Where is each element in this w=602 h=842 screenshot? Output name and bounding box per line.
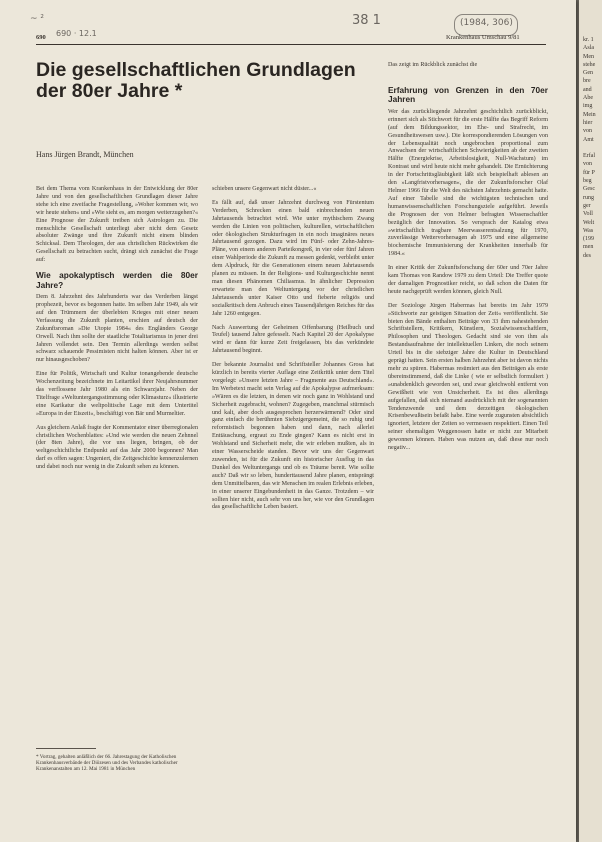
adjacent-page-text: kr. 1 Asla Men stehe Gen bre and Abe img Mein hier von Amt Erfal von für P beg Gesc rung ger Voll Welt Was (199 men des (583, 37, 596, 259)
paragraph: Das zeigt im Rückblick zunächst die (388, 62, 478, 68)
paragraph: schieben unsere Gegenwart nicht düster...« (212, 186, 317, 192)
article-title: Die gesellschaftlichen Grundlagen der 80er Jahre * (36, 59, 356, 102)
paragraph: In einer Kritik der Zukunftsforschung der 60er und 70er Jahre kam Thomas von Randow 1979 zu dem Urteil: Die Treffer quote der damaligen Prognostiker reicht, so daß schon die Daten für heute nachgeprüft werden können, gleich Null. (388, 265, 548, 295)
handwritten-reference: (1984, 306) (460, 18, 513, 28)
paragraph: Aus gleichem Anlaß fragte der Kommentator einer überregionalen christlichen Wochenblattes: »Und wie werden die neuen Zehnnel (der 8ten Jahre), die vor uns liegen, bringen, ob der weltgeschichtliche Endpunkt auf das Jahr 2000 begonnen? Man darf es offen sagen: Ungeniert, die Zeitgeschichte kennenzulernen und dabei noch nur wenig in die Zukunft sehen zu können. (36, 424, 198, 471)
paragraph: Wer das zurückliegende Jahrzehnt geschichtlich zurückblickt, erinnert sich als Stichwort für die erste Hälfte das Begriff Reform (auf dem Bildungssektor, im Ehe- und Strafrecht, im Gesundheitswesen usw.). Die korrespondierenden Lösungen von der Lebensqualität noch ungebrochen proportional zum Anwachsen der wirtschaftlichen Schwierigkeiten ab der zweiten Hälfte (Energiekrise, Arbeitslosigkeit, Null-Wachstum) im Kontrast und wird heute nicht mehr gehandelt. Die Ernüchterung in der Fortschrittsgläubigkeit läßt sich beispielhaft ablesen an den »Langfristvorhersagen«, die der Zukunftsforscher Olaf Helmer 1966 für die Welt des nächsten Jahrzehnts gemacht hatte. Auf einer Tabelle sind die wichtigsten technischen und humanwissenschaftlichen Forschungsziele aufgeführt. Jeweils die Prognosen der von Helmer befragten Wissenschaftler bezüglich der Innovation. So versprach der Katalog etwa »wirtschaftlich tragbare Meerwasserentsalzung für 1970, zuverlässige Wettervorhersagen ab 1975 und eine allgemeine biochemische Immunisierung der Krankheiten innerhalb für 1984.« (388, 108, 548, 258)
handwritten-page-ref: 690 · 12.1 (56, 29, 97, 38)
paragraph: Bei dem Thema vom Krankenhaus in der Entwicklung der 80er Jahre und von den gesellschaftlichen Grundlagen dieser Jahre stehe ich eine zweifache Fragestellung, »Woher kommen wir, wo wir heute stehen« und »Wie sieht es, am morgen weiterzugehen?« Eine Prognose der Zukunft treiben sich Astrologen zu. Die menschliche Gesellschaft unterliegt aber nicht dem Gesetz absoluter Zwänge und ihre Zukunft nicht einem blinden Schicksal. Dem Theologen, der aus christlichen Rückwirken die Gesellschaft zu betrachten sucht, drängt sich zunächst die Frage auf: (36, 186, 198, 264)
paragraph: Der Soziologe Jürgen Habermas hat bereits im Jahr 1979 »Stichworte zur geistigen Situation der Zeit« veröffentlicht. Sie bieten den Bände enthalten Beiträge von 33 ihm nahestehenden Schriftstellern, Kritikern, Künstlern, Sozialwissenschaftlern, Philosophen und Theologen. Gedacht sind sie von ihm als Bestandsaufnahme der intellektuellen Linken, die noch seinem Urteil bis in die siebziger Jahre die Kultur in Deutschland geprägt hatten. Sein ersten halben Jahrzehnt aber ist davon nichts mehr zu spüren. Habermas resümiert aus den Beiträgen als erste übereinstimmend, daß die Linke ( wie er selbstlich formuliert ) »unabdenklich geworden sei, und zwar gleichwohl entfernt von Gewißheit wie von Unsicherheit. Es ist dies allerdings aufgefallen, daß sich niemand ausdrücklich mit der sogenannten Tendenzwende und dem derzeitigen ökologischen Krisenbewußtsein befaßt habe. Eine werde zugunsten absichtlich ignoriert, letztere der Zeiten so vermessen respektiert. Einen Teil seiner ehemaligen Weggenossen hatte er nicht zur Mitarbeit gewonnen können. Haben was nutzen an, daß diese nur noch negativ... (388, 302, 548, 452)
column-3 (388, 62, 548, 459)
paragraph: Es fällt auf, daß unser Jahrzehnt durchweg von Fürstentum Verderben, Schrecken einen bald einbrechenden neuen Jahrtausends betrachtet wird. Wie unter mythischem Zwang werden die Linien von politischen, kulturellen, wirtschaftlichen oder ökologischen Strukturfragen in ein noch imaginäres neues Jahrtausend gezogen. Dazu wird im Fünf- oder Zehn-Jahres-Pläne, von einem anderen Parteikongreß, in vier oder fünf Jahren einer Wahlperiode die Zukunft zu messen gedenkt, verbleibt unter dem Alpdruck, für die Generationen einem neuen Jahrtausends planen zu müssen. In der Religions- und Kulturgeschichte nennt man diesen Phänomen Chiliasmus. In ähnlicher Depression erwartete man den Weltuntergang vor der christlichen Jahrtausends unter Kaiser Otto und fieberte religiös und sozialkritisch dem Anbruch eines Tausendjährigen Reiches für das Jahr 1260 entgegen. (212, 199, 374, 317)
handwritten-mark: ~ ² (30, 14, 45, 24)
footnote: * Vortrag, gehalten anläßlich der 66. Jahrestagung der Katholischen Krankenhausverbände der Diözesen und des Verbandes katholischer Krankenanstalten am 12. Mai 1981 in München (36, 754, 178, 773)
column-1 (36, 186, 198, 478)
paragraph: Eine für Politik, Wirtschaft und Kultur tonangebende deutsche Wochenzeitung bezeichnete im Leitartikel ihrer Neujahrsnummer das verflossene Jahr 1980 als ein Schwarzjahr. Neben der Titelfrage »Weltuntergangsstimmung oder Klimasturz« illustrierte eine Karikatur die weltpolitische Lage mit dem Untertitel »Europa in der Eiszeit«, beschäftigt von Bär und Murmeltier. (36, 371, 198, 417)
adjacent-page-edge (579, 0, 602, 842)
header-rule (36, 44, 546, 45)
footnote-rule (36, 748, 96, 749)
journal-name: Krankenhaus Umschau 9/81 (446, 34, 520, 41)
paragraph: Nach Auswertung der Geheimen Offenbarung (Heilbuch und Teufel) tausend Jahre gefesselt. Nach Kapitel 20 der Apokalypse wird er dann für kurze Zeit freigelassen, bis das verkündete Jahrtausend beginnt. (212, 324, 374, 355)
handwritten-number: 38 1 (352, 13, 381, 28)
article-author: Hans Jürgen Brandt, München (36, 150, 134, 159)
subheading: Wie apokalyptisch werden die 80er Jahre? (36, 270, 198, 290)
subheading: Erfahrung von Grenzen in den 70er Jahren (388, 84, 548, 105)
paragraph: Dem 8. Jahrzehnt des Jahrhunderts war das Verderben längst prophezeit, bevor es begonnen hatte. Im selben Jahr 1949, als wir auf den Trümmern der überlebten Krieges mit einer neuen Verfassung die Zukunft planten, erschien auf deutsch der Zukunftsroman »Die Utopie 1984« des Engländers George Orwell. Nach ihm sollte der staatliche Totalitarismus in jener drei Jahren vollendet sein. Den Termin allerdings werden selbst schwarz schauende Pessimisten nicht halten können. Aber ist er nur hinausgeschoben? (36, 294, 198, 364)
paragraph: Der bekannte Journalist und Schriftsteller Johannes Gross hat kürzlich in bereits vierter Auflage eine Zeitkritik unter dem Titel vorgelegt: »Unsere letzten Jahre – Fragmente aus Deutschland«. Im Werbetext macht sein Verlag auf die Apokalypse aufmerksam: »Wären es die letzten, in denen wir noch ganz in Wohlstand und Sicherheit zugebracht, wohnen? Zugegeben, manchmal stürmisch und kalt, aber doch ausgesprochen herzerwärmend? Oder sind ganz einfach die berühmten Siebzigergemeint, die so ruhig und reformistisch begonnen haben und dann, nach allerlei Enttäuschung, ergraut zu Ende gingen? Kann es nicht erst in Wohlstand und Sicherheit mehr, die wir erleben mußten, als in einer Wasserscheide standen. Bevor wir uns der Gegenwart zuwenden, ist für die Zukunft ein historischer Ausflug in das Dunkel des Weltuntergangs und ob es Träume bereit. Wie sollte auch? Daß wir so leben, hunderttausend Jahre planen, entsprängt dem Unmittelbaren, das wir Menschen im realen Erlebnis erleben, in einer unserer Eingebundenheit in das Ganze. Trotzdem – wir sollten hier nicht, auch sehr von uns her, wie vor den Grundlagen das gesellschaftliche Leben basiert. (212, 362, 374, 511)
column-2 (212, 186, 374, 518)
page-number: 690 (36, 34, 46, 41)
